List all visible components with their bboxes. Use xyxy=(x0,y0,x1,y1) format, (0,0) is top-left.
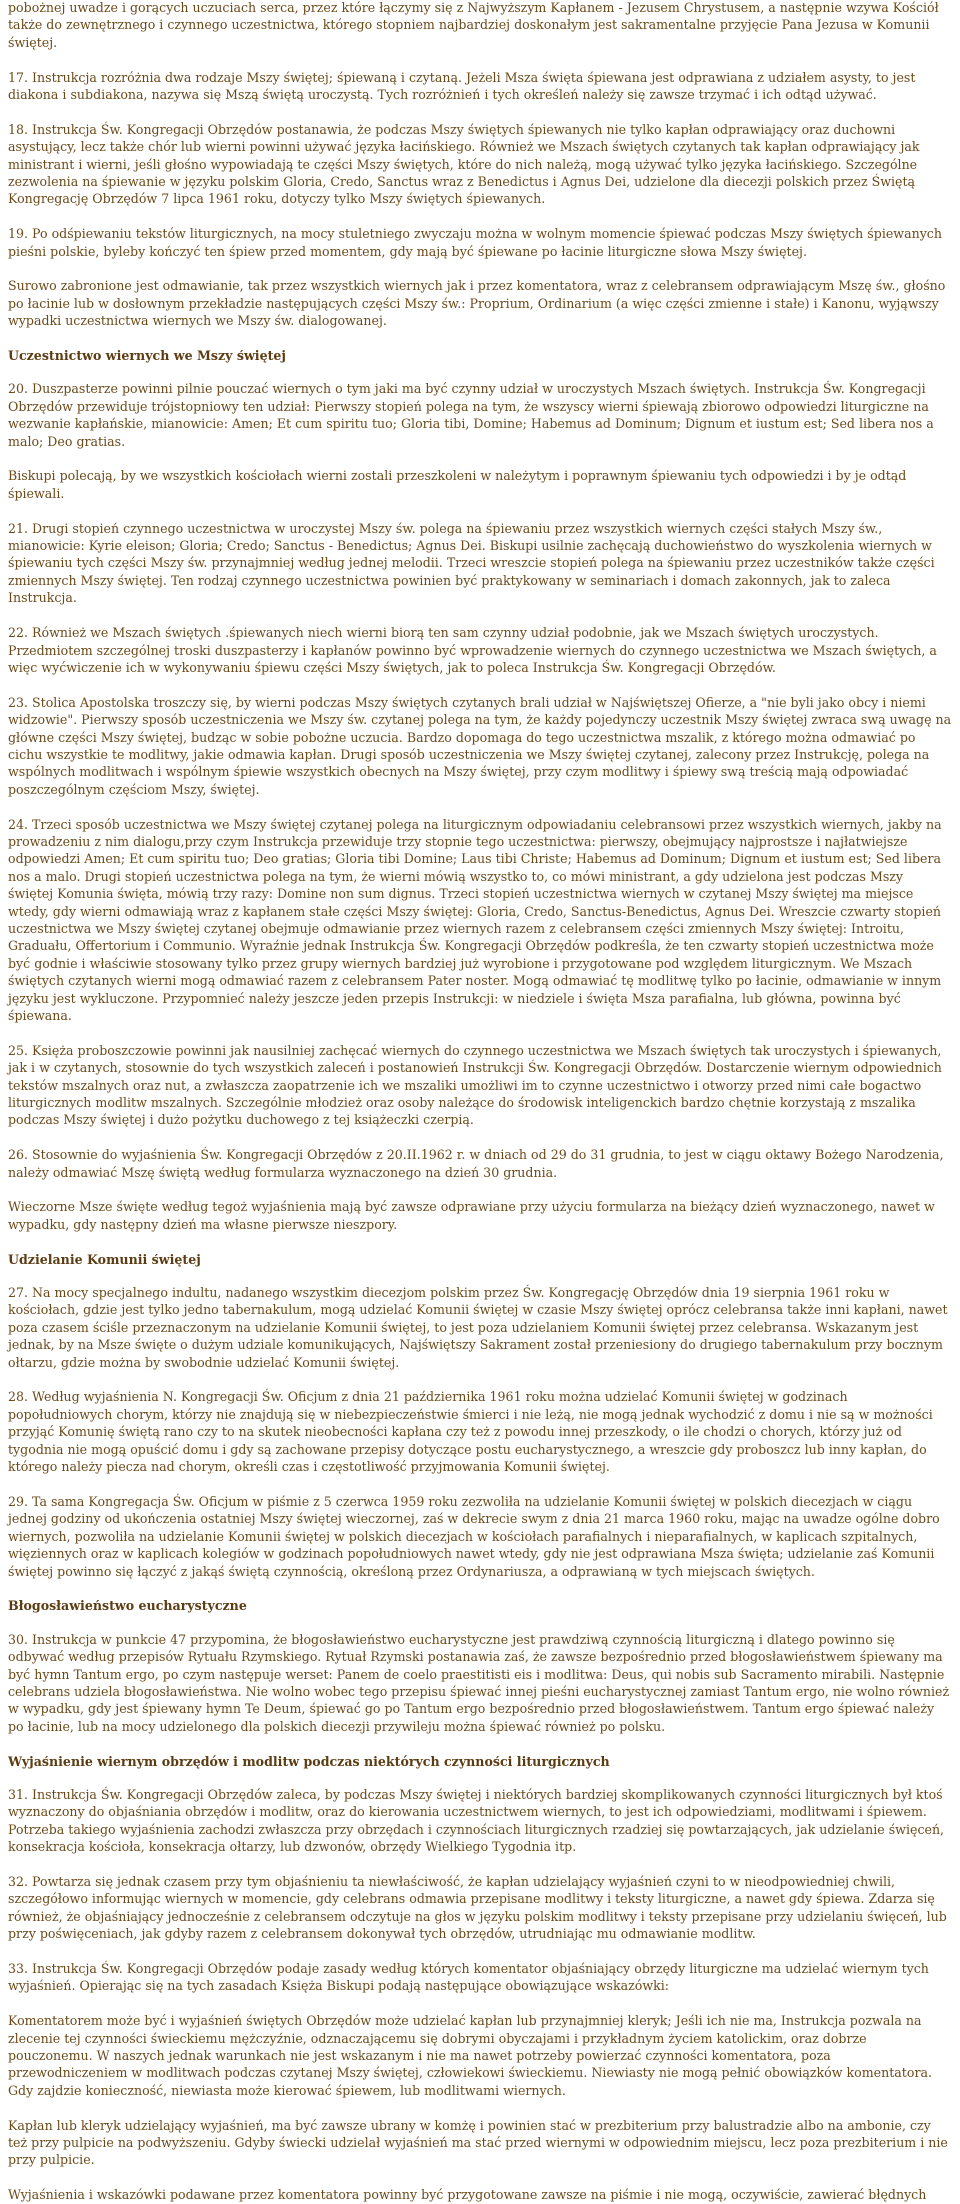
paragraph-33-kaplan: Kapłan lub kleryk udzielający wyjaśnień, ma być zawsze ubrany w komżę i powinien stać w prezbiterium przy balustradzie albo na ambonie, czy też przy pulpicie na podwyższeniu. Gdyby świecki udzielał wyjaśnień ma stać przed wiernymi w odpowiednim miejscu, lecz poza prezbiterium i nie przy pulpicie. xyxy=(8,2117,948,2168)
paragraph-33: 33. Instrukcja Św. Kongregacji Obrzędów podaje zasady według których komentator objaśniający obrzędy liturgiczne ma udzielać wiernym tych wyjaśnień. Opierając się na tych zasadach Księża Biskupi podają następujące obowiązujące wskazówki: xyxy=(8,1960,929,1994)
paragraph-26: 26. Stosownie do wyjaśnienia Św. Kongregacji Obrzędów z 20.II.1962 r. w dniach od 29 do 31 grudnia, to jest w ciągu oktawy Bożego Narodzenia, należy odmawiać Mszę świętą według formularza wyznaczonego na dzień 30 grudnia. xyxy=(8,1147,944,1180)
paragraph-30: 30. Instrukcja w punkcie 47 przypomina, że błogosławieństwo eucharystyczne jest prawdziwą czynnością liturgiczną i dlatego powinno się odbywać według przepisów Rytuału Rzymskiego. Rytuał Rzymski postanawia zaś, że zawsze bezpośrednio przed błogosławieństwem śpiewany ma być hymn Tantum ergo, po czym następuje werset: Panem de coelo praestitisti eis i modlitwa: Deus, qui nobis sub Sacramento mirabili. Następnie celebrans udziela błogosławieństwa. Nie wolno wobec tego przepisu śpiewać innej pieśni eucharystycznej zamiast Tantum ergo, nie wolno również w wypadku, gdy jest śpiewany hymn Te Deum, śpiewać go po Tantum ergo bezpośrednio przed błogosławieństwem. Tantum ergo śpiewać należy po łacinie, lub na mocy udzielonego dla polskich diecezji przywileju można śpiewać również po polsku. xyxy=(8,1631,950,1734)
paragraph-19: 19. Po odśpiewaniu tekstów liturgicznych, na mocy stuletniego zwyczaju można w wolnym momencie śpiewać podczas Mszy świętych śpiewanych pieśni polskie, byleby kończyć ten śpiew przed momentem, gdy mają być śpiewane po łacinie liturgiczne słowa Mszy świętej. xyxy=(8,226,942,259)
paragraph-33-komentatorem: Komentatorem może być i wyjaśnień świętych Obrzędów może udzielać kapłan lub przynajmniej kleryk; Jeśli ich nie ma, Instrukcja pozwala na zlecenie tej czynności świeckiemu mężczyźnie, odznaczającemu się dobrymi obyczajami i przykładnym życiem katolickim, oraz dobrze pouczonemu. W naszych jednak warunkach nie jest wskazanym i nie ma nawet potrzeby powierzać czynności komentatora, poza przewodniczeniem w modlitwach podczas czytanej Mszy świętej, człowiekowi świeckiemu. Niewiasty nie mogą pełnić obowiązków komentatora. Gdy zajdzie konieczność, niewiasta może kierować śpiewem, lub modlitwami wiernych. xyxy=(8,2013,932,2098)
paragraph-25: 25. Księża proboszczowie powinni jak nausilniej zachęcać wiernych do czynnego uczestnictwa we Mszach świętych tak uroczystych i śpiewanych, jak i w czytanych, stosownie do tych wszystkich zaleceń i postanowień Instrukcji Św. Kongregacji Obrzędów. Dostarczenie wiernym odpowiednich tekstów mszalnych oraz nut, a zwłaszcza zaopatrzenie ich we mszaliki umożliwi im to czynne uczestnictwo i otworzy przed nimi całe bogactwo liturgicznych modlitw mszalnych. Szczególnie młodzież oraz osoby należące do środowisk inteligenckich bardzo chętnie korzystają z mszalika podczas Mszy świętej i dużo pożytku duchowego z tej książeczki czerpią. xyxy=(8,1042,942,1128)
paragraph-19-cont: Surowo zabronione jest odmawianie, tak przez wszystkich wiernych jak i przez komentatora, wraz z celebransem odprawiającym Mszę św., głośno po łacinie lub w dosłownym przekładzie następujących części Mszy św.: Proprium, Ordinarium (a więc części zmienne i stałe) i Kanonu, wyjąwszy wypadki uczestnictwa wiernych we Mszy św. dialogowanej. xyxy=(8,278,946,329)
paragraph-32: 32. Powtarza się jednak czasem przy tym objaśnieniu ta niewłaściwość, że kapłan udzielający wyjaśnień czyni to w nieodpowiedniej chwili, szczegółowo informując wiernych w momencie, gdy celebrans odmawia przepisane modlitwy i teksty liturgiczne, a nawet gdy śpiewa. Zdarza się również, że objaśniający jednocześnie z celebransem odczytuje na głos w języku polskim modlitwy i teksty przepisane przy udzielaniu święceń, lub przy poświęceniach, jak gdyby razem z celebransem dokonywał tych obrzędów, utrudniając mu odmawianie modlitw. xyxy=(8,1873,947,1942)
paragraph-20: 20. Duszpasterze powinni pilnie pouczać wiernych o tym jaki ma być czynny udział w uroczystych Mszach świętych. Instrukcja Św. Kongregacji Obrzędów przewiduje trójstopniowy ten udział: Pierwszy stopień polega na tym, że wszyscy wierni śpiewają zbiorowo odpowiedzi liturgiczne na wezwanie kapłańskie, mianowicie: Amen; Et cum spiritu tuo; Gloria tibi, Domine; Habemus ad Dominum; Dignum et iustum est; Sed libera nos a malo; Deo gratias. xyxy=(8,381,934,449)
paragraph-28: 28. Według wyjaśnienia N. Kongregacji Św. Oficjum z dnia 21 października 1961 roku można udzielać Komunii świętej w godzinach popołudniowych chorym, którzy nie znajdują się w niebezpieczeństwie śmierci i nie leżą, nie mogą jednak wychodzić z domu i nie są w możności przyjąć Komunię świętą rano czy to na skutek nieobecności kapłana czy też z powodu innej przeszkody, o ile chodzi o chorych, którzy już od tygodnia nie mogą opuścić domu i gdy są zachowane przepisy dotyczące postu eucharystycznego, a wreszcie gdy proboszcz lub inny kapłan, do którego należy piecza nad chorym, określi czas i częstotliwość przyjmowania Komunii świętej. xyxy=(8,1389,933,1475)
paragraph-17: 17. Instrukcja rozróżnia dwa rodzaje Mszy świętej; śpiewaną i czytaną. Jeżeli Msza święta śpiewana jest odprawiana z udziałem asysty, to jest diakona i subdiakona, nazywa się Mszą świętą uroczystą. Tych rozróżnień i tych określeń należy się zawsze trzymać i ich odtąd używać. xyxy=(8,69,916,103)
paragraph-26-cont: Wieczorne Msze święte według tegoż wyjaśnienia mają być zawsze odprawiane przy użyciu formularza na bieżący dzień wyznaczonego, nawet w wypadku, gdy następny dzień ma własne pierwsze nieszpory. xyxy=(8,1199,935,1232)
paragraph-21: 21. Drugi stopień czynnego uczestnictwa w uroczystej Mszy św. polega na śpiewaniu przez wszystkich wiernych części stałych Mszy św., mianowicie: Kyrie eleison; Gloria; Credo; Sanctus - Benedictus; Agnus Dei. Biskupi usilnie zachęcają duchowieństwo do wyszkolenia wiernych w śpiewaniu tych części Mszy św. przynajmniej według jednej melodii. Trzeci wreszcie stopień polega na śpiewaniu przez uczestników także części zmiennych Mszy świętej. Ten rodzaj czynnego uczestnictwa powinien być praktykowany w seminariach i domach zakonnych, jak to zaleca Instrukcja. xyxy=(8,520,935,606)
paragraph-29: 29. Ta sama Kongregacja Św. Oficjum w piśmie z 5 czerwca 1959 roku zezwoliła na udzielanie Komunii świętej w polskich diecezjach w ciągu jednej godziny od ukończenia ostatniej Mszy świętej wieczornej, zaś w dekrecie swym z dnia 21 marca 1960 roku, mając na uwadze ogólne dobro wiernych, pozwoliła na udzielanie Komunii świętej w polskich diecezjach w kościołach parafialnych i nieparafialnych, w kaplicach szpitalnych, więziennych oraz w kaplicach kolegiów w godzinach popołudniowych nawet wtedy, gdy nie jest odprawiana Msza święta; udzielanie zaś Komunii świętej powinno się łączyć z jakąś świętą czynnością, określoną przez Ordynariusza, a odprawianą w tych miejscach świętych. xyxy=(8,1493,940,1579)
paragraph-20-cont: Biskupi polecają, by we wszystkich kościołach wierni zostali przeszkoleni w należytym i poprawnym śpiewaniu tych odpowiedzi i by je odtąd śpiewali. xyxy=(8,468,907,501)
paragraph-24: 24. Trzeci sposób uczestnictwa we Mszy świętej czytanej polega na liturgicznym odpowiadaniu celebransowi przez wszystkich wiernych, jakby na prowadzeniu z nim dialogu,przy czym Instrukcja przewiduje trzy stopnie tego uczestnictwa: pierwszy, obejmujący najprostsze i najłatwiejsze odpowiedzi Amen; Et cum spiritu tuo; Deo gratias; Gloria tibi Domine; Laus tibi Christe; Habemus ad Dominum; Dignum et iustum est; Sed libera nos a malo. Drugi stopień uczestnictwa polega na tym, że wierni mówią wszystko to, co mówi ministrant, a gdy udzielona jest podczas Mszy świętej Komunia święta, mówią trzy razy: Domine non sum dignus. Trzeci stopień uczestnictwa wiernych w czytanej Mszy świętej ma miejsce wtedy, gdy wierni odmawiają wraz z kapłanem stałe części Mszy świętej: Gloria, Credo, Sanctus-Benedictus, Agnus Dei. Wreszcie czwarty stopień uczestnictwa we Mszy świętej czytanej obejmuje odmawianie przez wiernych razem z celebransem części zmiennych Mszy świętej: Introitu, Graduału, Offertorium i Communio. Wyraźnie jednak Instrukcja Św. Kongregacji Obrzędów podkreśla, że ten czwarty stopień uczestnictwa może być godnie i właściwie stosowany tylko przez grupy wiernych bardziej już wyrobione i przygotowane pod względem liturgicznym. We Mszach świętych czytanych wierni mogą odmawiać razem z celebransem Pater noster. Mogą odmawiać tę modlitwę tylko po łacinie, odmawianie w innym języku jest wykluczone. Przypomnieć należy jeszcze jeden przepis Instrukcji: w niedziele i święta Msza parafialna, lub główna, powinna być śpiewana. xyxy=(8,816,942,1023)
paragraph-33-wyjasnienia: Wyjaśnienia i wskazówki podawane przez komentatora powinny być przygotowane zawsze na piśmie i nie mogą, oczywiście, zawierać błędnych xyxy=(8,2187,927,2203)
paragraph-31: 31. Instrukcja Św. Kongregacji Obrzędów zaleca, by podczas Mszy świętej i niektórych bardziej skomplikowanych czynności liturgicznych był ktoś wyznaczony do objaśniania obrzędów i modlitw, oraz do kierowania uczestnictwem wiernych, to jest ich odpowiedziami, modlitwami i śpiewem. Potrzeba takiego wyjaśnienia zachodzi zwłaszcza przy obrzędach i czynnościach liturgicznych rzadziej się powtarzających, jak udzielanie święceń, konsekracja kościoła, konsekracja ołtarzy, lub dzwonów, obrzędy Wielkiego Tygodnia itp. xyxy=(8,1786,945,1855)
paragraph-18: 18. Instrukcja Św. Kongregacji Obrzędów postanawia, że podczas Mszy świętych śpiewanych nie tylko kapłan odprawiający oraz duchowni asystujący, lecz także chór lub wierni powinni używać języka łacińskiego. Również we Mszach świętych czytanych tak kapłan odprawiający jak ministrant i wierni, jeśli głośno wypowiadają te części Mszy świętych, które do nich należą, mogą używać tylko języka łacińskiego. Szczególne zezwolenia na śpiewanie w języku polskim Gloria, Credo, Sanctus wraz z Benedictus i Agnus Dei, udzielone dla diecezji polskich przez Świętą Kongregację Obrzędów 7 lipca 1961 roku, dotyczy tylko Mszy świętych śpiewanych. xyxy=(8,121,920,207)
paragraph-intro-cont: pobożnej uwadze i gorących uczuciach serca, przez które łączymy się z Najwyższym Kapłanem - Jezusem Chrystusem, a następnie wzywa Kościół także do zewnętrznego i czynnego uczestnictwa, którego stopniem najbardziej doskonałym jest sakramentalne przyjęcie Pana Jezusa w Komunii świętej. xyxy=(8,0,939,50)
paragraph-27: 27. Na mocy specjalnego indultu, nadanego wszystkim diecezjom polskim przez Św. Kongregację Obrzędów dnia 19 sierpnia 1961 roku w kościołach, gdzie jest tylko jedno tabernakulum, mogą udzielać Komunii świętej w czasie Mszy świętej oprócz celebransa także inni kapłani, nawet poza czasem ściśle przeznaczonym na udzielanie Komunii świętej, to jest poza udzielaniem Komunii świętej przez celebransa. Wskazanym jest jednak, by na Msze święte o dużym udziale komunikujących, Najświętszy Sakrament został przeniesiony do drugiego tabernakulum przy bocznym ołtarzu, gdzie można by swobodnie udzielać Komunii świętej. xyxy=(8,1285,948,1370)
heading-blogoslawienstwo: Błogosławieństwo eucharystyczne xyxy=(8,1598,247,1614)
heading-uczestnictwo: Uczestnictwo wiernych we Mszy świętej xyxy=(8,348,286,364)
heading-wyjasnienie: Wyjaśnienie wiernym obrzędów i modlitw podczas niektórych czynności liturgicznych xyxy=(8,1753,610,1769)
paragraph-23: 23. Stolica Apostolska troszczy się, by wierni podczas Mszy świętych czytanych brali udział w Najświętszej Ofierze, a "nie byli jako obcy i niemi widzowie". Pierwszy sposób uczestniczenia we Mszy św. czytanej polega na tym, że każdy pojedynczy uczestnik Mszy świętej zwraca swą uwagę na główne części Mszy świętej, budząc w sobie pobożne uczucia. Bardzo dopomaga do tego uczestnictwa mszalik, z którego można odmawiać po cichu wszystkie te modlitwy, jakie odmawia kapłan. Drugi sposób uczestniczenia we Mszy świętej czytanej, zalecony przez Instrukcję, polega na wspólnych modlitwach i wspólnym śpiewie wszystkich obecnych na Mszy świętej, przy czym modlitwy i śpiewy swą treścią mają odpowiadać poszczególnym częściom Mszy, świętej. xyxy=(8,694,952,797)
paragraph-22: 22. Również we Mszach świętych .śpiewanych niech wierni biorą ten sam czynny udział podobnie, jak we Mszach świętych uroczystych. Przedmiotem szczególnej troski duszpasterzy i kapłanów powinno być wprowadzenie wiernych do czynnego uczestnictwa we Mszach świętych, a więc wyćwiczenie ich w wykonywaniu śpiewu części Mszy świętych, jak to poleca Instrukcja Św. Kongregacji Obrzędów. xyxy=(8,625,937,675)
heading-komunia: Udzielanie Komunii świętej xyxy=(8,1251,201,1267)
